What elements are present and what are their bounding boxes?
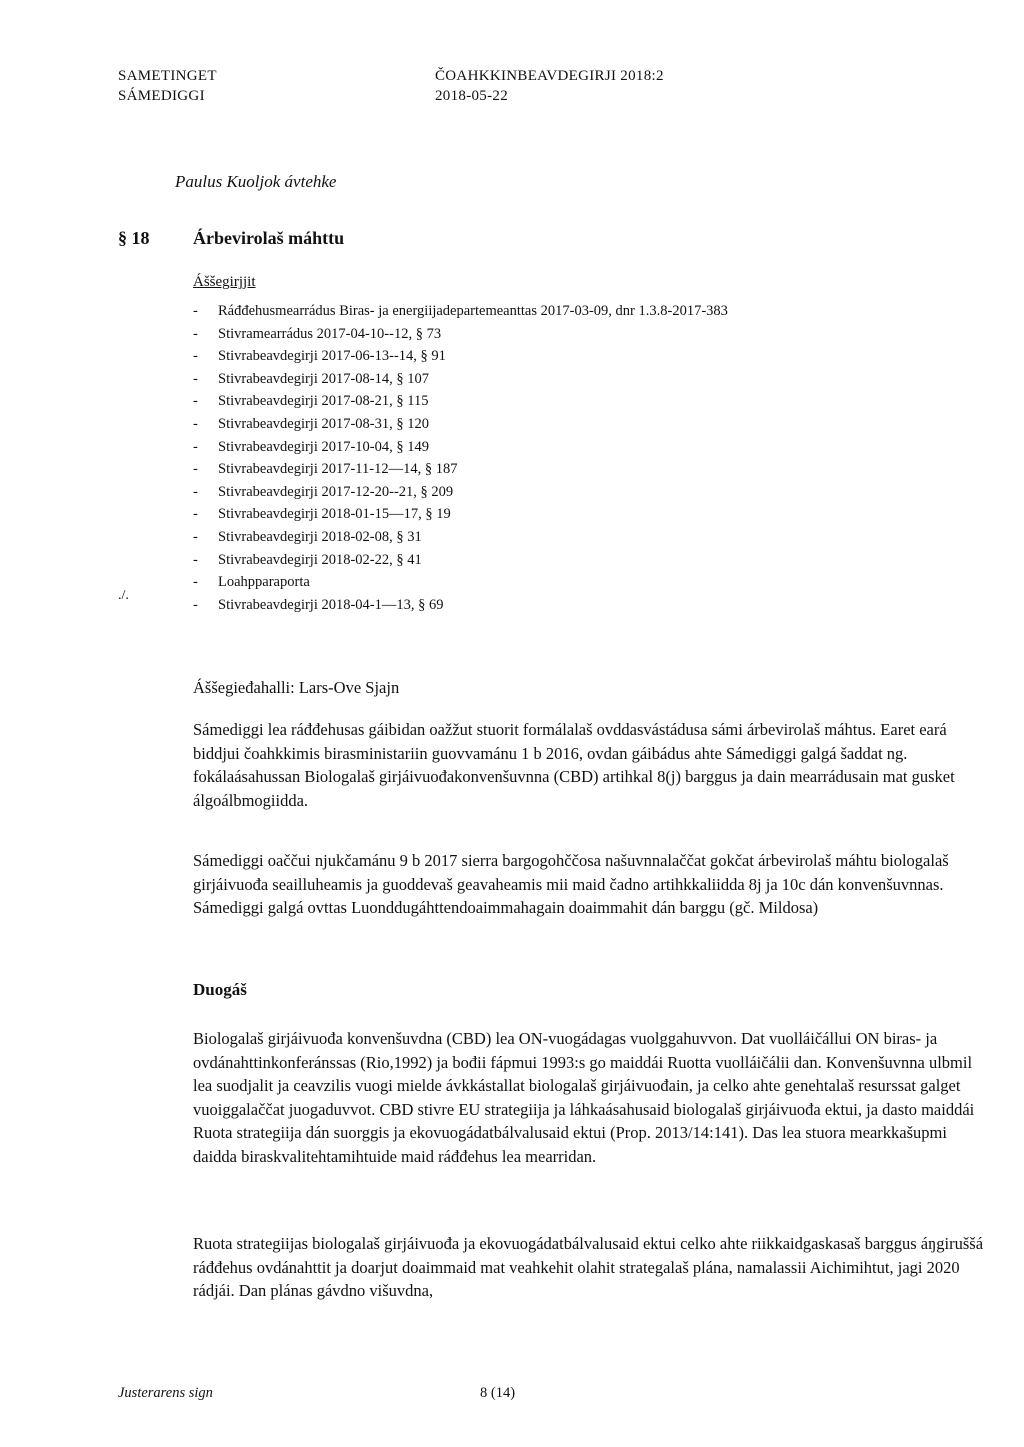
footer-signature-label: Justerarens sign	[118, 1385, 213, 1401]
reference-item: - Stivrabeavdegirji 2018-02-08, § 31	[193, 528, 422, 545]
references-heading: Áššegirjjit	[193, 274, 256, 290]
section-number: § 18	[118, 228, 150, 248]
reference-item: - Stivrabeavdegirji 2017-08-14, § 107	[193, 370, 430, 387]
org-name-swedish: SAMETINGET	[118, 68, 217, 84]
header-document-info	[435, 66, 664, 106]
footer-page-number: 8 (14)	[480, 1385, 516, 1401]
reference-item: - Stivrabeavdegirji 2018-01-15—17, § 19	[193, 506, 451, 523]
body-paragraph-3: Biologalaš girjáivuođa konvenšuvdna (CBD) lea ON-vuogádagas vuolggahuvvon. Dat vuolláičállui ON biras- ja ovdánahttinkonferánssas (Rio,1992) ja bođii fápmui 1993:s go maiddái Ruotta vuolláičálii dan. Konvenšuvnna ulbmil lea suodjalit ja ceavzilis vuogi mielde ávkkástallat biologalaš girjáivuođain, ja celko ahte genehtalaš resurssat galget vuoiggalaččat juogaduvvot. CBD stivre EU strategiija ja láhkaásahusaid biologalaš girjáivuođa ektui, ja dasto maiddái Ruota strategiija dán suorggis ja ekovuogádatbálvalusaid ektui (Prop. 2013/14:141). Das lea stuora mearkkašupmi daidda biraskvalitehtamihtuide maid ráđđehus lea mearridan.	[193, 1029, 975, 1166]
attachment-margin-mark: ./.	[118, 588, 129, 603]
reference-item: - Stivrabeavdegirji 2017-10-04, § 149	[193, 438, 430, 455]
author-note: Paulus Kuoljok ávtehke	[175, 172, 337, 191]
reference-item: - Stivrabeavdegirji 2017-08-21, § 115	[193, 393, 429, 410]
reference-item: - Stivrabeavdegirji 2018-04-1—13, § 69	[193, 596, 444, 613]
org-name-sami: SÁMEDIGGI	[118, 88, 205, 104]
reference-item: - Stivrabeavdegirji 2017-08-31, § 120	[193, 415, 430, 432]
presenter-line: Áššegieđahalli: Lars-Ove Sjajn	[193, 678, 400, 697]
header-organization	[118, 66, 217, 106]
document-date: 2018-05-22	[435, 88, 508, 104]
section-title: Árbevirolaš máhttu	[193, 228, 345, 248]
body-paragraph-1: Sámediggi lea ráđđehusas gáibidan oažžut stuorit formálalaš ovddasvástádusa sámi árbevirolaš máhtus. Earet eará biddjui čoahkkimis birasministariin guovvamánu 1 b 2016, ovdan gáibádus ahte Sámediggi galgá šaddat ng. fokálaásahussan Biologalaš girjáivuođakonvenšuvnna (CBD) artihkal 8(j) barggus ja dain mearrádusain mat gusket álgoálbmogiidda.	[193, 720, 955, 810]
body-paragraph-4: Ruota strategiijas biologalaš girjáivuođa ja ekovuogádatbálvalusaid ektui celko ahte riikkaidgaskasaš barggus áŋgiruššá ráđđehus ovdánahttit ja doarjut doaimmaid mat veahkehit olahit strategalaš plána, namalassii Aichimihtut, jagi 2020 rádjái. Dan plánas gávdno višuvdna,	[193, 1234, 984, 1300]
reference-item: - Ráđđehusmearrádus Biras- ja energiijadepartemeanttas 2017-03-09, dnr 1.3.8-2017-383	[193, 303, 728, 319]
reference-item: - Loahpparaporta	[193, 574, 310, 591]
body-paragraph-2: Sámediggi oaččui njukčamánu 9 b 2017 sierra bargogohččosa našuvnnalaččat gokčat árbevirolaš máhtu biologalaš girjáivuođa seailluheamis ja guoddevaš geavaheamis mii maid čadno artihkkaliidda 8j ja 10c dán konvenšuvnnas. Sámediggi galgá ovttas Luonddugáhttendoaimmahagain doaimmahit dán barggu (gč. Mildosa)	[193, 851, 949, 917]
reference-item: - Stivrabeavdegirji 2017-12-20--21, § 209	[193, 483, 454, 500]
references-list	[193, 300, 728, 616]
reference-item: - Stivrabeavdegirji 2017-11-12—14, § 187	[193, 461, 458, 478]
document-title: ČOAHKKINBEAVDEGIRJI 2018:2	[435, 68, 664, 84]
reference-item: - Stivramearrádus 2017-04-10--12, § 73	[193, 325, 442, 342]
background-subheading: Duogáš	[193, 980, 247, 999]
reference-item: - Stivrabeavdegirji 2017-06-13--14, § 91	[193, 348, 446, 365]
reference-item: - Stivrabeavdegirji 2018-02-22, § 41	[193, 551, 422, 568]
